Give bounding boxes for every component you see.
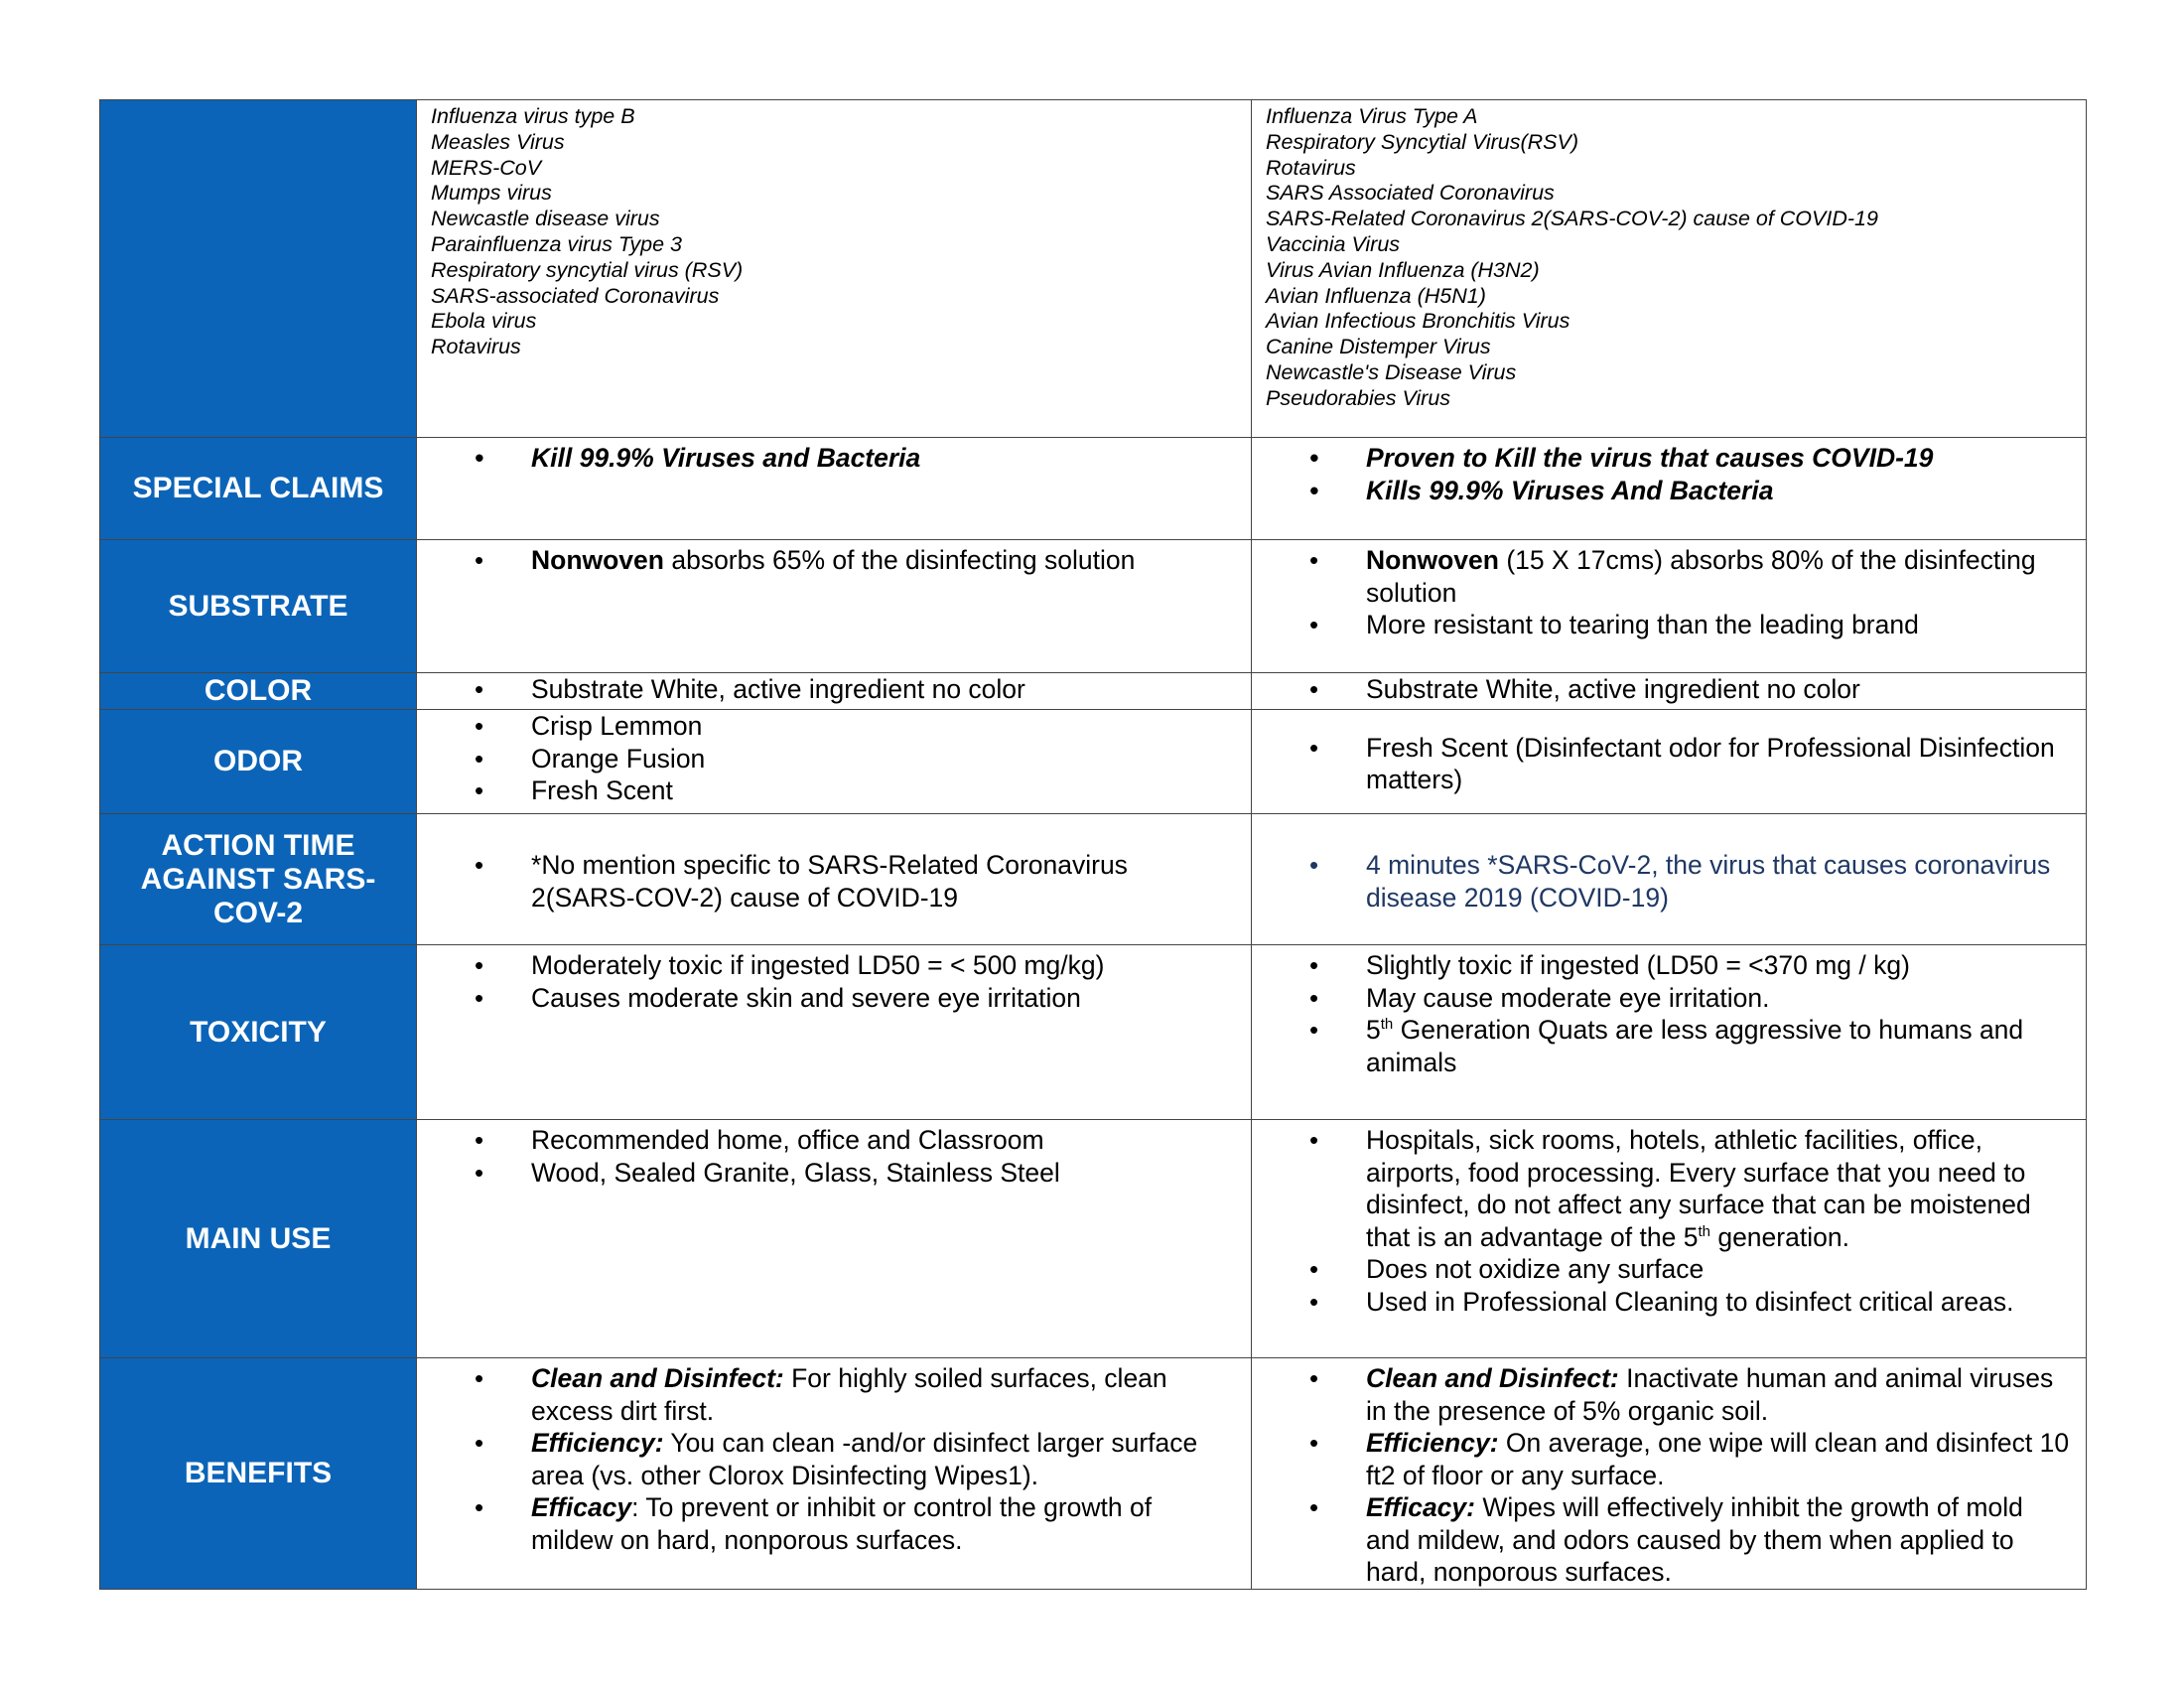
bullet-text: : To prevent or inhibit or control the growth of mildew on hard, nonporous surfaces. bbox=[531, 1492, 1153, 1555]
main-use-left-cell bbox=[417, 1120, 1252, 1358]
virus-list-left-cell bbox=[417, 100, 1252, 438]
virus-list-right-cell bbox=[1252, 100, 2087, 438]
virus-item: Influenza virus type B bbox=[431, 104, 635, 128]
bullet-item bbox=[1252, 1427, 2072, 1491]
virus-item: Respiratory Syncytial Virus(RSV) bbox=[1266, 129, 1579, 154]
bullet-text: Wipes will effectively inhibit the growth of mold and mildew, and odors caused by them when applied to hard, nonporous surfaces. bbox=[1366, 1492, 2023, 1587]
substrate-right-cell bbox=[1252, 540, 2087, 673]
benefits-left-cell bbox=[417, 1358, 1252, 1590]
bullet-item: • Crisp Lemmon bbox=[417, 710, 1237, 743]
virus-item: Pseudorabies Virus bbox=[1266, 385, 1451, 410]
bullet-text: (15 X 17cms) absorbs 80% of the disinfecting solution bbox=[1366, 545, 2036, 608]
special-claims-label: SPECIAL CLAIMS bbox=[100, 438, 417, 540]
bullet-item: • Kill 99.9% Viruses and Bacteria bbox=[417, 442, 1237, 475]
bullet-item: • Substrate White, active ingredient no color bbox=[1252, 673, 2072, 706]
odor-left-cell bbox=[417, 710, 1252, 814]
bullet-text: Inactivate human and animal viruses in the presence of 5% organic soil. bbox=[1366, 1363, 2054, 1426]
virus-item: SARS Associated Coronavirus bbox=[1266, 181, 1555, 206]
bullet-item: • Used in Professional Cleaning to disinfect critical areas. bbox=[1252, 1286, 2072, 1319]
virus-item: Vaccinia Virus bbox=[1266, 231, 1401, 256]
color-row bbox=[100, 673, 2087, 710]
benefits-right-cell bbox=[1252, 1358, 2087, 1590]
bullet-item: • Kills 99.9% Viruses And Bacteria bbox=[1252, 475, 2072, 507]
virus-item: Influenza Virus Type A bbox=[1266, 104, 1478, 128]
bullet-item: • Fresh Scent bbox=[417, 774, 1237, 807]
bullet-item: • Fresh Scent (Disinfectant odor for Professional Disinfection matters) bbox=[1252, 732, 2072, 796]
main-use-label: MAIN USE bbox=[100, 1120, 417, 1358]
odor-row bbox=[100, 710, 2087, 814]
toxicity-label: TOXICITY bbox=[100, 945, 417, 1120]
bullet-item bbox=[1252, 1491, 2072, 1589]
color-left-cell bbox=[417, 673, 1252, 710]
virus-item: Rotavirus bbox=[431, 335, 521, 359]
bullet-item: • Does not oxidize any surface bbox=[1252, 1253, 2072, 1286]
virus-item: Avian Infectious Bronchitis Virus bbox=[1266, 309, 1570, 334]
toxicity-right-cell bbox=[1252, 945, 2087, 1120]
bullet-text: generation. bbox=[1709, 1221, 1849, 1252]
virus-item: SARS-Related Coronavirus 2(SARS-COV-2) cause of COVID-19 bbox=[1266, 207, 1878, 231]
bullet-item bbox=[417, 544, 1237, 577]
special-claims-row bbox=[100, 438, 2087, 540]
bullet-item: • 4 minutes *SARS-CoV-2, the virus that causes coronavirus disease 2019 (COVID-19) bbox=[1252, 849, 2072, 914]
color-label: COLOR bbox=[100, 673, 417, 710]
bullet-item bbox=[1252, 1014, 2072, 1078]
bullet-item: • Recommended home, office and Classroom bbox=[417, 1124, 1237, 1157]
bullet-item: • Wood, Sealed Granite, Glass, Stainless Steel bbox=[417, 1157, 1237, 1190]
action-time-label: ACTION TIME AGAINST SARS-COV-2 bbox=[100, 814, 417, 945]
bullet-item bbox=[1252, 1362, 2072, 1427]
bold-term: Nonwoven bbox=[1366, 545, 1499, 575]
bullet-item: • Proven to Kill the virus that causes COVID-19 bbox=[1252, 442, 2072, 475]
special-claims-left-cell bbox=[417, 438, 1252, 540]
odor-label: ODOR bbox=[100, 710, 417, 814]
benefits-row bbox=[100, 1358, 2087, 1590]
virus-item: Virus Avian Influenza (H3N2) bbox=[1266, 257, 1540, 282]
bullet-text: Generation Quats are less aggressive to humans and animals bbox=[1366, 1015, 2024, 1077]
virus-item: SARS-associated Coronavirus bbox=[431, 283, 720, 308]
bold-lead: Clean and Disinfect: bbox=[531, 1363, 784, 1393]
bullet-text: absorbs 65% of the disinfecting solution bbox=[663, 545, 1136, 575]
bullet-item bbox=[417, 1491, 1237, 1556]
virus-list-left bbox=[417, 104, 1237, 360]
bullet-item: • Causes moderate skin and severe eye irritation bbox=[417, 982, 1237, 1015]
virus-item: Parainfluenza virus Type 3 bbox=[431, 231, 682, 256]
superscript: th bbox=[1380, 1016, 1394, 1034]
bullet-item bbox=[1252, 1124, 2072, 1253]
virus-item: Mumps virus bbox=[431, 181, 552, 206]
bold-lead: Efficacy: bbox=[1366, 1492, 1475, 1522]
special-claims-right-cell bbox=[1252, 438, 2087, 540]
bullet-item bbox=[1252, 544, 2072, 609]
toxicity-row bbox=[100, 945, 2087, 1120]
bullet-item: • *No mention specific to SARS-Related Coronavirus 2(SARS-COV-2) cause of COVID-19 bbox=[417, 849, 1237, 914]
virus-item: Measles Virus bbox=[431, 129, 565, 154]
action-time-right-cell bbox=[1252, 814, 2087, 945]
bullet-item: • Orange Fusion bbox=[417, 743, 1237, 775]
toxicity-left-cell bbox=[417, 945, 1252, 1120]
benefits-label: BENEFITS bbox=[100, 1358, 417, 1590]
color-right-cell bbox=[1252, 673, 2087, 710]
action-time-left-cell bbox=[417, 814, 1252, 945]
substrate-row bbox=[100, 540, 2087, 673]
superscript: th bbox=[1698, 1222, 1710, 1240]
virus-item: Canine Distemper Virus bbox=[1266, 335, 1491, 359]
virus-list-header-cell bbox=[100, 100, 417, 438]
bullet-item: • Substrate White, active ingredient no color bbox=[417, 673, 1237, 706]
bullet-item: • Moderately toxic if ingested LD50 = < 500 mg/kg) bbox=[417, 949, 1237, 982]
bold-term: Nonwoven bbox=[531, 545, 664, 575]
bullet-text: You can clean -and/or disinfect larger surface area (vs. other Clorox Disinfecting Wipes1). bbox=[531, 1428, 1198, 1490]
bullet-text: On average, one wipe will clean and disinfect 10 ft2 of floor or any surface. bbox=[1366, 1428, 2070, 1490]
substrate-left-cell bbox=[417, 540, 1252, 673]
main-use-row bbox=[100, 1120, 2087, 1358]
action-time-row bbox=[100, 814, 2087, 945]
odor-right-cell bbox=[1252, 710, 2087, 814]
bullet-text: 5 bbox=[1366, 1015, 1381, 1045]
virus-list-row bbox=[100, 100, 2087, 438]
substrate-label: SUBSTRATE bbox=[100, 540, 417, 673]
bold-lead: Clean and Disinfect: bbox=[1366, 1363, 1619, 1393]
comparison-table bbox=[99, 99, 2087, 1590]
bold-lead: Efficiency: bbox=[1366, 1428, 1499, 1458]
bold-lead: Efficacy bbox=[531, 1492, 632, 1522]
bullet-text: Hospitals, sick rooms, hotels, athletic facilities, office, airports, food processing. Every surface that you need to disinfect, do not affect any surface that can be moistened that is an advantage of the 5 bbox=[1366, 1125, 2031, 1252]
bold-lead: Efficiency: bbox=[531, 1428, 664, 1458]
virus-item: Avian Influenza (H5N1) bbox=[1266, 283, 1486, 308]
virus-list-right bbox=[1252, 104, 2072, 412]
bullet-item: • Slightly toxic if ingested (LD50 = <370 mg / kg) bbox=[1252, 949, 2072, 982]
virus-item: Respiratory syncytial virus (RSV) bbox=[431, 257, 744, 282]
bullet-item: • May cause moderate eye irritation. bbox=[1252, 982, 2072, 1015]
bullet-text: For highly soiled surfaces, clean excess dirt first. bbox=[531, 1363, 1167, 1426]
main-use-right-cell bbox=[1252, 1120, 2087, 1358]
virus-item: Newcastle's Disease Virus bbox=[1266, 359, 1517, 384]
virus-item: MERS-CoV bbox=[431, 155, 542, 180]
virus-item: Rotavirus bbox=[1266, 155, 1356, 180]
bullet-item: • More resistant to tearing than the leading brand bbox=[1252, 609, 2072, 641]
bullet-item bbox=[417, 1427, 1237, 1491]
bullet-item bbox=[417, 1362, 1237, 1427]
virus-item: Ebola virus bbox=[431, 309, 537, 334]
virus-item: Newcastle disease virus bbox=[431, 207, 660, 231]
